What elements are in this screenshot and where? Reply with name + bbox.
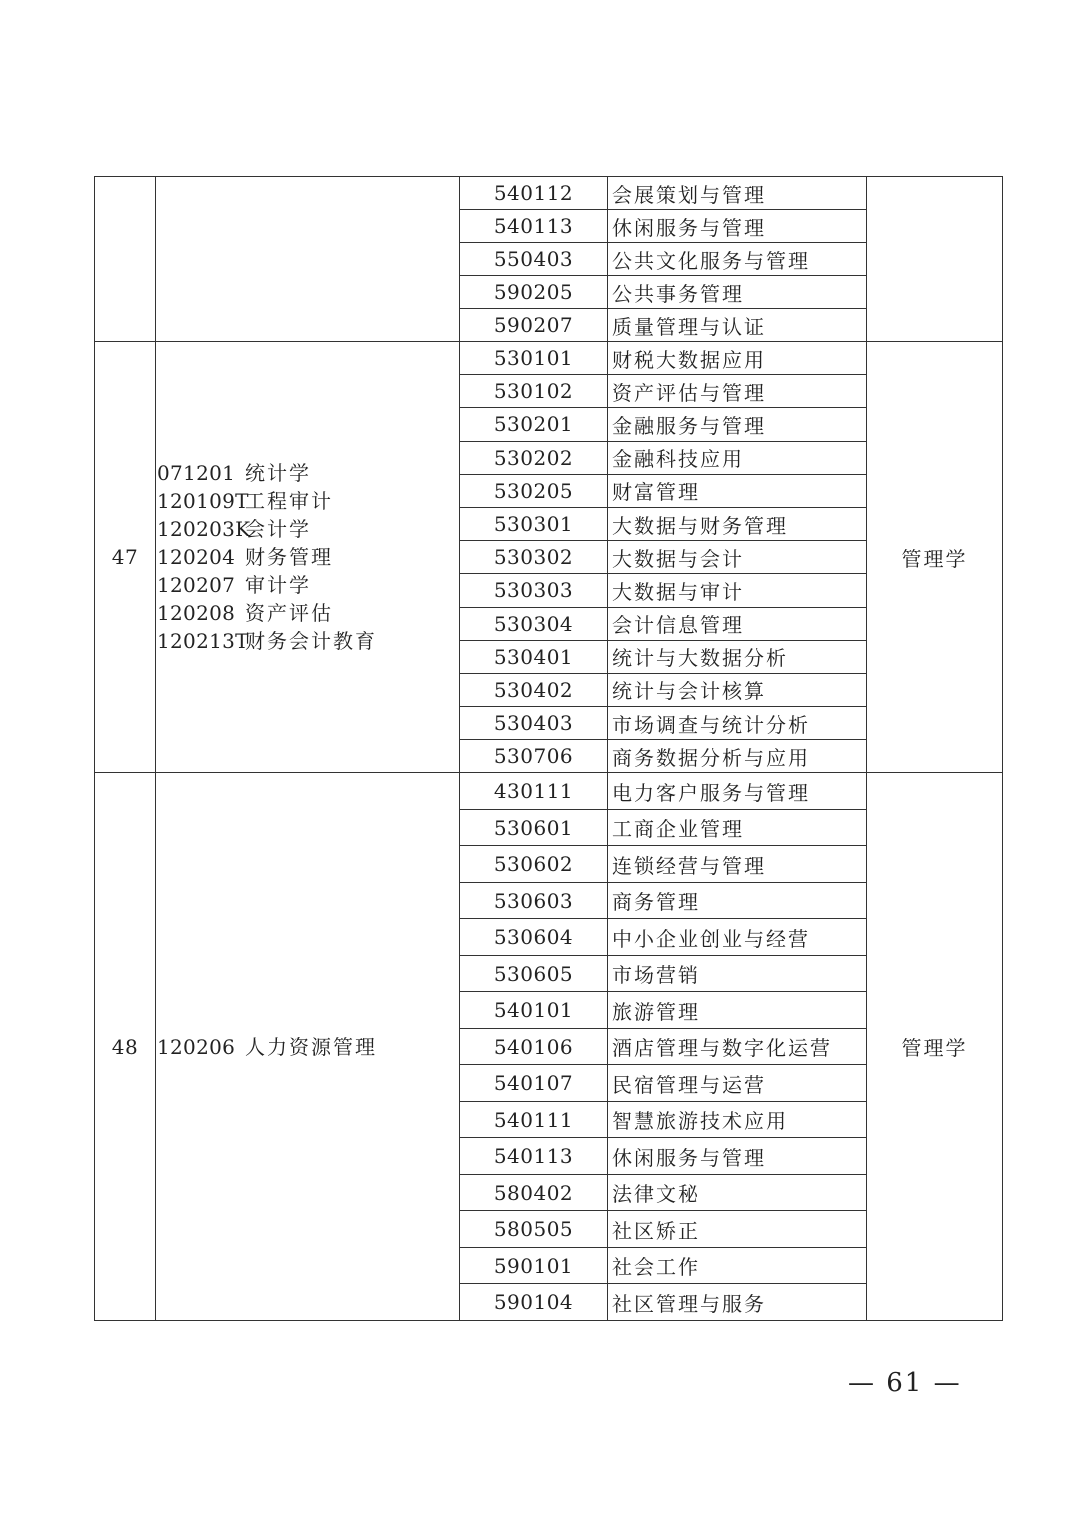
vocational-major-code: 530706 xyxy=(460,740,608,773)
undergraduate-major-name: 工程审计 xyxy=(245,489,333,514)
vocational-major-code: 530201 xyxy=(460,408,608,441)
undergraduate-major-code: 120208 xyxy=(157,601,236,626)
undergraduate-majors-cell xyxy=(156,342,460,773)
vocational-major-name: 大数据与会计 xyxy=(608,541,867,574)
vocational-major-code: 540111 xyxy=(460,1101,608,1138)
undergraduate-major-name: 财务管理 xyxy=(245,545,333,570)
vocational-major-name: 酒店管理与数字化运营 xyxy=(608,1028,867,1065)
vocational-major-name: 社区矫正 xyxy=(608,1211,867,1248)
discipline-category: 管理学 xyxy=(867,773,1003,1321)
page-number: — 61 — xyxy=(848,1368,962,1398)
vocational-major-code: 540107 xyxy=(460,1065,608,1102)
vocational-major-code: 590104 xyxy=(460,1284,608,1321)
table-row xyxy=(95,342,1003,375)
vocational-major-name: 资产评估与管理 xyxy=(608,375,867,408)
discipline-category xyxy=(867,177,1003,342)
vocational-major-name: 社会工作 xyxy=(608,1247,867,1284)
vocational-major-code: 550403 xyxy=(460,243,608,276)
vocational-major-name: 休闲服务与管理 xyxy=(608,210,867,243)
vocational-major-name: 智慧旅游技术应用 xyxy=(608,1101,867,1138)
vocational-major-name: 工商企业管理 xyxy=(608,809,867,846)
vocational-major-name: 公共事务管理 xyxy=(608,276,867,309)
vocational-major-name: 金融科技应用 xyxy=(608,441,867,474)
undergraduate-major xyxy=(157,487,459,515)
vocational-major-code: 530302 xyxy=(460,541,608,574)
vocational-major-name: 大数据与审计 xyxy=(608,574,867,607)
vocational-major-code: 590207 xyxy=(460,309,608,342)
undergraduate-major-name: 审计学 xyxy=(245,573,311,598)
undergraduate-major-code: 120207 xyxy=(157,573,236,598)
vocational-major-code: 530601 xyxy=(460,809,608,846)
vocational-major-code: 530401 xyxy=(460,640,608,673)
vocational-major-name: 质量管理与认证 xyxy=(608,309,867,342)
undergraduate-major xyxy=(157,599,459,627)
vocational-major-name: 统计与大数据分析 xyxy=(608,640,867,673)
vocational-major-name: 休闲服务与管理 xyxy=(608,1138,867,1175)
vocational-major-code: 530304 xyxy=(460,607,608,640)
undergraduate-major-code: 120206 xyxy=(157,1034,236,1059)
item-number xyxy=(95,177,156,342)
vocational-major-code: 530604 xyxy=(460,919,608,956)
vocational-major-code: 530603 xyxy=(460,882,608,919)
vocational-major-name: 中小企业创业与经营 xyxy=(608,919,867,956)
item-number: 47 xyxy=(95,342,156,773)
vocational-major-code: 530403 xyxy=(460,707,608,740)
vocational-major-name: 电力客户服务与管理 xyxy=(608,773,867,810)
vocational-major-code: 530101 xyxy=(460,342,608,375)
table-body xyxy=(95,177,1003,1321)
vocational-major-code: 530301 xyxy=(460,507,608,540)
vocational-major-name: 市场调查与统计分析 xyxy=(608,707,867,740)
undergraduate-major xyxy=(157,515,459,543)
vocational-major-name: 统计与会计核算 xyxy=(608,673,867,706)
vocational-major-name: 财富管理 xyxy=(608,474,867,507)
majors-table xyxy=(94,176,1003,1321)
undergraduate-major xyxy=(157,459,459,487)
undergraduate-major-name: 统计学 xyxy=(245,461,311,486)
undergraduate-major-name: 资产评估 xyxy=(245,601,333,626)
vocational-major-name: 会计信息管理 xyxy=(608,607,867,640)
vocational-major-code: 530202 xyxy=(460,441,608,474)
undergraduate-majors-cell xyxy=(156,177,460,342)
vocational-major-name: 民宿管理与运营 xyxy=(608,1065,867,1102)
vocational-major-code: 530402 xyxy=(460,673,608,706)
vocational-major-code: 590101 xyxy=(460,1247,608,1284)
vocational-major-code: 580402 xyxy=(460,1174,608,1211)
vocational-major-code: 580505 xyxy=(460,1211,608,1248)
vocational-major-name: 市场营销 xyxy=(608,955,867,992)
vocational-major-name: 社区管理与服务 xyxy=(608,1284,867,1321)
undergraduate-major-code: 120203K xyxy=(157,517,251,542)
vocational-major-name: 金融服务与管理 xyxy=(608,408,867,441)
undergraduate-major-code: 120109T xyxy=(157,489,249,514)
undergraduate-major-code: 071201 xyxy=(157,461,236,486)
undergraduate-major xyxy=(157,543,459,571)
vocational-major-code: 530102 xyxy=(460,375,608,408)
discipline-category: 管理学 xyxy=(867,342,1003,773)
vocational-major-code: 540106 xyxy=(460,1028,608,1065)
vocational-major-name: 旅游管理 xyxy=(608,992,867,1029)
vocational-major-code: 530602 xyxy=(460,846,608,883)
vocational-major-code: 540113 xyxy=(460,1138,608,1175)
vocational-major-code: 430111 xyxy=(460,773,608,810)
vocational-major-name: 大数据与财务管理 xyxy=(608,507,867,540)
item-number: 48 xyxy=(95,773,156,1321)
vocational-major-code: 540113 xyxy=(460,210,608,243)
undergraduate-major xyxy=(157,1033,459,1061)
vocational-major-name: 商务管理 xyxy=(608,882,867,919)
undergraduate-major xyxy=(157,571,459,599)
vocational-major-name: 法律文秘 xyxy=(608,1174,867,1211)
vocational-major-code: 590205 xyxy=(460,276,608,309)
undergraduate-major-code: 120204 xyxy=(157,545,236,570)
vocational-major-code: 530605 xyxy=(460,955,608,992)
vocational-major-name: 连锁经营与管理 xyxy=(608,846,867,883)
vocational-major-code: 540101 xyxy=(460,992,608,1029)
table-row xyxy=(95,773,1003,810)
undergraduate-major-name: 财务会计教育 xyxy=(245,629,377,654)
vocational-major-code: 530303 xyxy=(460,574,608,607)
undergraduate-majors-cell xyxy=(156,773,460,1321)
vocational-major-name: 会展策划与管理 xyxy=(608,177,867,210)
vocational-major-name: 公共文化服务与管理 xyxy=(608,243,867,276)
vocational-major-code: 540112 xyxy=(460,177,608,210)
vocational-major-code: 530205 xyxy=(460,474,608,507)
undergraduate-major-code: 120213T xyxy=(157,629,249,654)
undergraduate-major xyxy=(157,627,459,655)
vocational-major-name: 财税大数据应用 xyxy=(608,342,867,375)
vocational-major-name: 商务数据分析与应用 xyxy=(608,740,867,773)
table-row xyxy=(95,177,1003,210)
undergraduate-major-name: 人力资源管理 xyxy=(245,1034,377,1059)
undergraduate-major-name: 会计学 xyxy=(245,517,311,542)
